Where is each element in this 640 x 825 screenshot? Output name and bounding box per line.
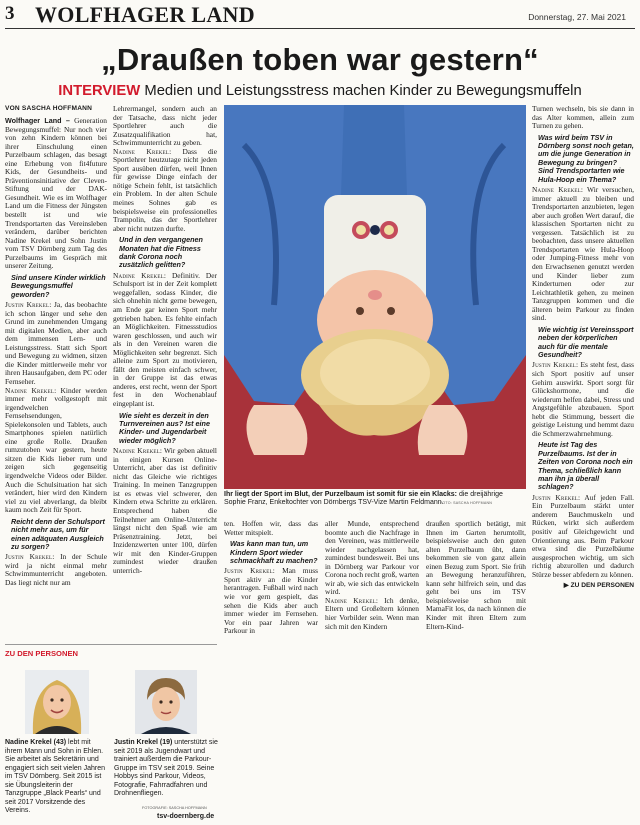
person-name: Nadine Krekel (43): [5, 739, 67, 746]
answer: Definitiv. Der Schulsport ist in der Zeit komplett weggefallen, sodass Kinder, die sich ohnehin nicht gerne bewegen, am Ende gar keinen Sport mehr getrieben haben. Es fehlte einfach an Möglichkeiten. Fitnessstudios waren geschlossen, und auch wir als in den Vereinen waren die Möglichkeiten sehr begrenzt. Sich alleine zum Sport zu motivieren, fällt den meisten einfach schwer, in der Gruppe ist das etwas anderes, erst recht, wenn der Sport fest in den Wochenablauf eingeplant ist.: [113, 270, 217, 409]
speaker: Nadine Krekel:: [532, 185, 584, 195]
answer: In der Schule wird ja nicht einmal mehr Schwimmunterricht angeboten. Das liegt nicht nur am: [5, 552, 107, 587]
speaker: Justin Krekel:: [5, 300, 52, 310]
question: Reicht denn der Schulsport nicht mehr aus, um für einen adäquaten Ausgleich zu sorgen?: [11, 516, 105, 551]
person-bio: lebt mit ihrem Mann und Sohn in Ehlen. Sie arbeitet als Sekretärin und engagiert sich seit vielen Jahren im TSV Dörnberg. Seit 2015 ist sie Übungsleiterin der Tanzgruppe „Black Pearls“ und seit 2017 Vorsitzende des Vereins.: [5, 739, 106, 814]
page-number: 3: [5, 3, 15, 24]
article-column-2: [113, 105, 217, 575]
person-justin-bio: [114, 739, 218, 799]
question: Und in den vergangenen Monaten hat die Fitness dank Corona noch zusätzlich gelitten?: [119, 235, 203, 270]
speaker: Nadine Krekel:: [113, 270, 167, 280]
paragraph: aller Munde, entsprechend boomte auch die Nachfrage in den Vereinen, was mittlerweile wieder nachgelassen hat, zumindest bundesweit. Bei uns in Dörnberg war Parkour vor Corona noch recht groß, warten wir ab, wie sich das entwickeln wird.: [325, 519, 419, 597]
answer: Ja, das beobachte ich schon länger und sehe den Grund im zunehmenden Umgang mit digitalen Medien, aber auch dem immensen Lern- und Leistungsstress. Statt sich Sport und Bewegung zu widmen, sitzen die Kinder mittlerweile mehr vor ihren Hausaufgaben, dem PC oder Fernseher.: [5, 300, 107, 386]
answer: Kinder werden immer mehr vollgestopft mit irgendwelchen Fernsehsendungen, Spielekonsolen und Tablets, auch Smartphones spielen natürlich eine große Rolle. Draußen rumzutoben war gestern, heute sitzen die Kids lieber rum und zeigen sich gegenseitig irgendwelche Videos oder Bilder. Auch die Schulsituation hat sich verändert, hier wird den Kindern viel zu viel abverlangt, da bleibt kaum noch Zeit für Sport.: [5, 385, 107, 515]
subhead-text: Medien und Leistungsstress machen Kinder zu Bewegungsmuffeln: [144, 83, 582, 99]
paragraph: Turnen wechseln, bis sie dann in das Alter kommen, allein zum Turnen zu gehen.: [532, 104, 634, 131]
paragraph: ten. Hoffen wir, dass das Wetter mitspielt.: [224, 519, 318, 537]
speaker: Justin Krekel:: [532, 360, 579, 370]
speaker: Nadine Krekel:: [113, 446, 163, 456]
caption-text: die dreijährige Sophie Franz, Enkeltochter von Dörnbergs TSV-Vize Martin Feldmann.: [224, 491, 503, 507]
speaker: Justin Krekel:: [5, 552, 55, 562]
header-rule: [5, 28, 635, 29]
question: Was kann man tun, um Kindern Sport wieder schmackhaft zu machen?: [230, 539, 318, 565]
avatar-nadine: [25, 670, 89, 734]
photo-illustration: [224, 105, 526, 489]
answer: Ich denke, Eltern und Großeltern können hier Vorbilder sein. Wenn man sich mit den Kindern: [325, 595, 419, 631]
speaker: Nadine Krekel:: [325, 595, 379, 605]
person-bio: unterstützt sie seit 2019 als Jugendwart und trainiert außerdem die Parkour-Gruppe im TSV seit 2019. Seine Hobbys sind Parkour, Videos, Fotografie, Fahrradfahren und Drohnenfliegen.: [114, 739, 218, 797]
issue-date: Donnerstag, 27. Mai 2021: [528, 12, 626, 22]
question: Heute ist Tag des Purzelbaums. Ist der in Zeiten von Corona noch ein Thema, schließlich kann man ihn ja überall schlagen?: [538, 440, 633, 492]
headline: „Draußen toben war gestern“: [101, 42, 539, 77]
answer: Dass die Sportlehrer heutzutage nicht jeden Sport ausüben dürfen, weil Ihnen für gewisse Dinge einfach der nötige Schein fehlt, ist tatsächlich ein Problem. In der alten Schule meines Sohnes gab es beispielsweise ein professionelles Trampolin, das der Sportlehrer aber nicht nutzen durfte.: [113, 146, 217, 233]
section-title: WOLFHAGER LAND: [35, 2, 255, 27]
speaker: Justin Krekel:: [532, 492, 581, 502]
answer: Man muss Sport aktiv an die Kinder herantragen. Fußball wird nach wie vor gern gespielt, das sehen die Kids aber auch immer wieder im Fernsehen. Vor ein paar Jahren war Parkour in: [224, 566, 318, 636]
article-photo: [224, 105, 526, 489]
paragraph: Lehrermangel, sondern auch an der Tatsache, dass nicht jeder Sportlehrer auch die Zusatzqualifikation hat, Schwimmunterricht zu geben.: [113, 104, 217, 148]
persons-heading: ZU DEN PERSONEN: [5, 649, 78, 658]
portrait-nadine: [25, 670, 89, 734]
club-url[interactable]: tsv-doernberg.de: [157, 813, 215, 820]
question: Wie wichtig ist Vereinssport neben der körperlichen auch für die mentale Gesundheit?: [538, 324, 634, 360]
persons-photo-credit: FOTOGRAFIE: SASCHA HOFFMANN: [142, 806, 207, 810]
intro-text: Generation Bewegungsmuffel: Nur noch vier von zehn Kindern können bei ihrer Einschulung einen Purzelbaum schlagen, das besagt eine Erhebung von fit4future Kids, der Gesundheits- und Präventionsinitiative der Cleven-Stiftung und der DAK-Gesundheit. Wie es im Wolfhager Land um die Fitness der Jüngsten bestellt ist und wie Trendsportarten das Vereinsleben verändern, darüber berichten Nadine Krekel und Sohn Justin vom TSV Dörnberg zum Tag des Purzelbaums im Gespräch mit unserer Zeitung.: [5, 116, 107, 271]
answer: Wir versuchen, immer aktuell zu bleiben und Trendsportarten anzubieten, legen aber auch großen Wert darauf, die klassischen Sportarten nicht zu vergessen. Tatsächlich ist zu beobachten, dass unsere aktuellen Trendsportarten wie Hula-Hoop oder Jumping-Fitness mehr von den Erwachsenen genutzt werden und Kinder lieber zum Kinderturnen oder zur Leichtathletik gehen, zu meinen Tanzgruppen kommen und die älteren beim Parkour zu finden sind.: [532, 185, 634, 323]
caption-lead: Ihr liegt der Sport im Blut, der Purzelbaum ist somit für sie ein Klacks:: [224, 491, 457, 498]
answer: Auf jeden Fall. Ein Purzelbaum stärkt unter anderem Bauchmuskeln und Rücken, wirkt sich außerdem positiv auf Gleichgewicht und Orientierung aus. Beim Parkour etwa sind die Purzelbäume ausgesprochen wichtig, um sich richtig abzurollen und dadurch Stürze besser abfedern zu können.: [532, 492, 634, 579]
question: Was wird beim TSV in Dörnberg sonst noch getan, um die junge Generation in Bewegung zu bringen? Sind Trendsportarten wie Hula-Hoop ein Thema?: [538, 132, 634, 184]
article-column-6: [532, 105, 634, 591]
continue-link[interactable]: ▶ ZU DEN PERSONEN: [563, 582, 634, 590]
article-column-3: [224, 520, 318, 636]
photo-credit: FOTO: SASCHA HOFFMANN: [440, 501, 493, 505]
speaker: Nadine Krekel:: [5, 385, 57, 395]
person-nadine-bio: [5, 739, 109, 816]
question: Wie sieht es derzeit in den Turnvereinen aus? Ist eine Kinder- und Jugendarbeit wieder möglich?: [119, 410, 210, 445]
dateline: Wolfhager Land –: [5, 116, 70, 125]
article-column-5: [426, 520, 526, 631]
kicker: INTERVIEW: [58, 83, 141, 99]
speaker: Justin Krekel:: [224, 566, 276, 576]
paragraph: draußen sportlich betätigt, mit Ihnen im Garten herumtollt, beispielsweise auch den guten alten Purzelbaum übt, dann bekommen sie von ganz allein einen Bezug zum Sport. Sie früh an Bewegung heranzuführen, kann sehr hilfreich sein, und das geht bei uns im TSV beispielsweise schon mit MamaFit los, da nach können die Kinder mit ihren Eltern zum Eltern-Kind-: [426, 519, 526, 631]
speaker: Nadine Krekel:: [113, 146, 172, 156]
article-column-4: [325, 520, 419, 631]
article-column-1: [5, 117, 107, 588]
person-name: Justin Krekel (19): [114, 739, 173, 746]
portrait-justin: [135, 670, 197, 734]
byline: VON SASCHA HOFFMANN: [5, 105, 93, 112]
avatar-justin: [135, 670, 197, 734]
question: Sind unsere Kinder wirklich Bewegungsmuffel geworden?: [11, 272, 106, 299]
answer: Es steht fest, dass sich Sport positiv auf unser Gehirn auswirkt. Sport sorgt für Glückshormone, und die wiederum helfen dabei, Stress und Angstgefühle abzubauen. Sport hebt die Stimmung, bessert die geistige Leistung und hemmt dazu die Schmerzwahrnehmung.: [532, 360, 635, 438]
persons-box-rule: [5, 644, 217, 645]
photo-caption: [224, 491, 526, 508]
subheadline: [0, 83, 640, 99]
answer: Wir geben aktuell in einigen Kursen Online-Unterricht, aber das ist definitiv nicht das Gleiche wie richtiges Training. In meinen Tanzgruppen ist es etwas viel schwerer, den Kindern etwa Schritte zu erklären. Entsprechend haben die Teilnehmer am Online-Unterricht längst nicht den Spaß wie am Präsenztraining. Jetzt, bei Inzidenzwerten unter 100, dürfen wir mit den Kinder-Gruppen zumindest wieder draußen unterrich-: [113, 446, 217, 575]
